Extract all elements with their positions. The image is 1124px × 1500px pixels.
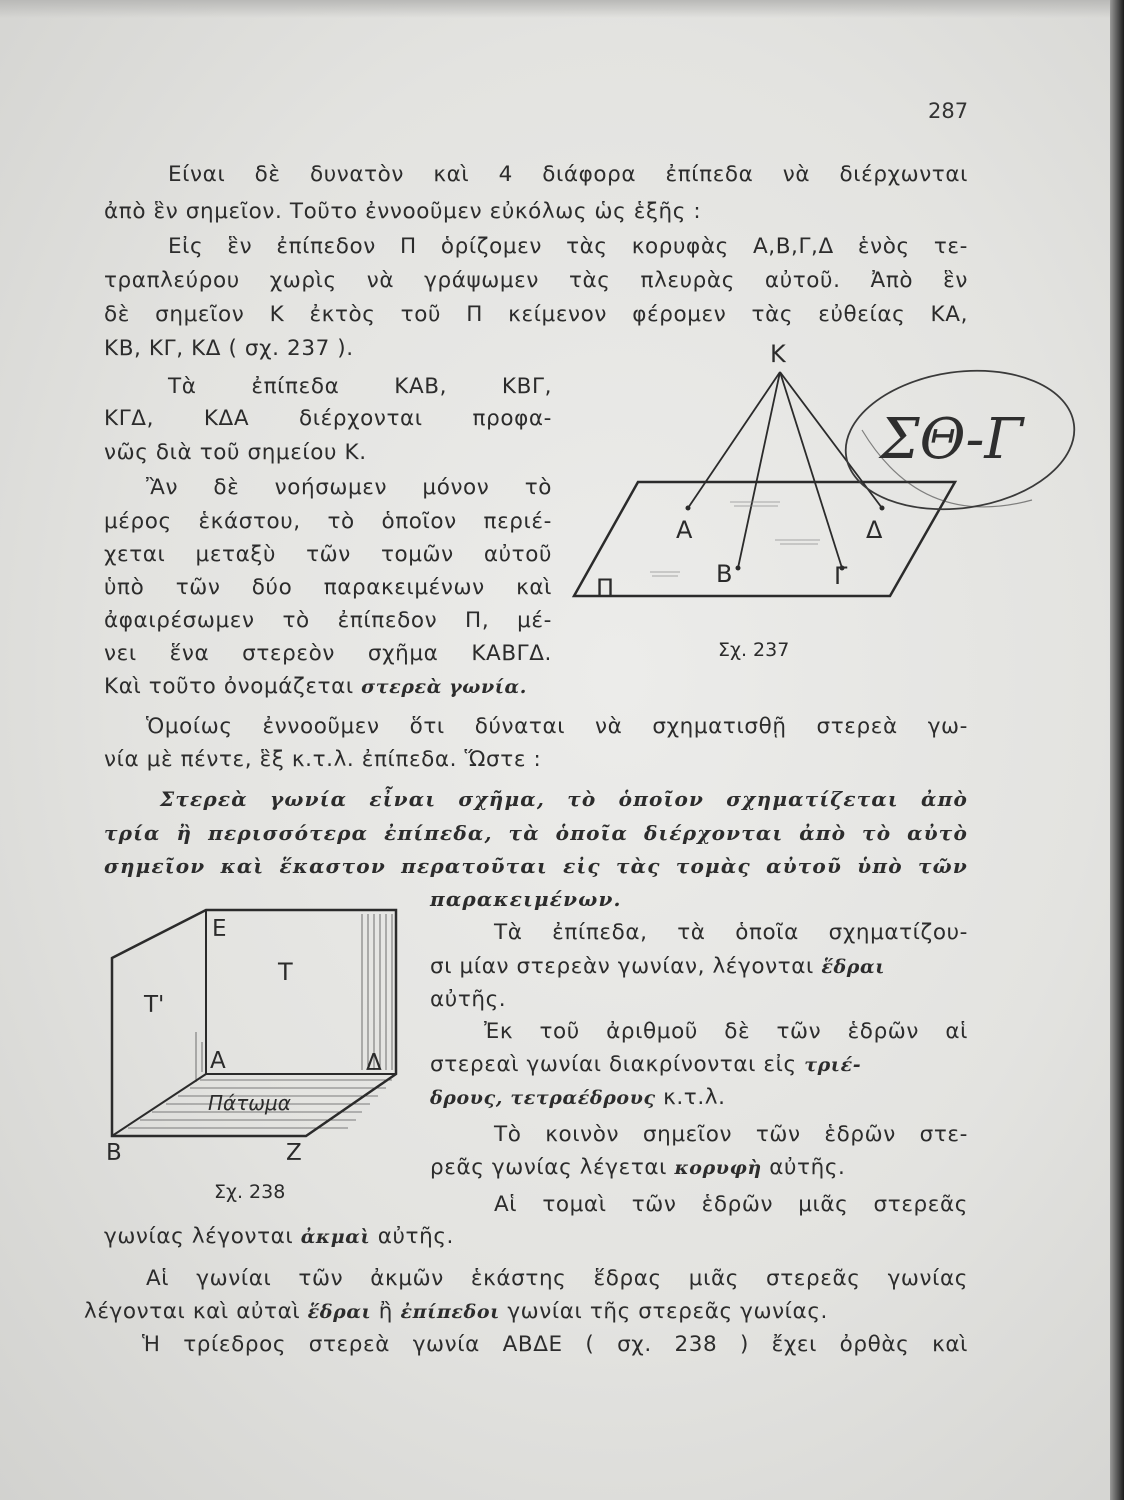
stamp-text: ΣΘ-Γ: [880, 407, 1024, 472]
definition-line: σημεῖον καὶ ἕκαστον περατοῦται εἰς τὰς τομὰς αὐτοῦ ὑπὸ τῶν: [104, 854, 968, 878]
text-line: [104, 1222, 454, 1252]
text-line: [430, 1153, 845, 1183]
text-fragment: γωνίας λέγονται: [104, 1224, 294, 1249]
text-line: ἀπὸ ἓν σημεῖον. Τοῦτο ἐννοοῦμεν εὐκόλως ὡς ἑξῆς :: [104, 199, 702, 224]
text-line: ἀφαιρέσωμεν τὸ ἐπίπεδον Π, μέ-: [104, 608, 552, 633]
label-t-prime: Τ': [144, 992, 165, 1018]
edge-ab: [112, 1074, 206, 1136]
text-fragment: κ.τ.λ.: [663, 1085, 726, 1110]
caption-237: Σχ. 237: [718, 639, 790, 661]
text-line: νία μὲ πέντε, ἓξ κ.τ.λ. ἐπίπεδα. Ὥστε :: [104, 747, 542, 772]
text-line: Αἱ τομαὶ τῶν ἑδρῶν μιᾶς στερεᾶς: [494, 1192, 968, 1217]
text-line: [430, 1050, 861, 1080]
term-faces: ἕδραι: [821, 956, 885, 978]
point-a: [686, 506, 691, 511]
text-line: Αἱ γωνίαι τῶν ἀκμῶν ἑκάστης ἕδρας μιᾶς στερεᾶς γωνίας: [146, 1266, 968, 1291]
label-d: Δ: [866, 516, 883, 544]
text-line: Ἂν δὲ νοήσωμεν μόνον τὸ: [146, 475, 552, 500]
text-line: [430, 1083, 726, 1113]
term-trihedral: τριέ-: [804, 1054, 862, 1076]
page-number: 287: [928, 99, 969, 123]
figure-238: [100, 902, 410, 1212]
text-line: [84, 1297, 828, 1327]
term-solid-angle: στερεὰ γωνία.: [361, 676, 527, 698]
text-line: νῶς διὰ τοῦ σημείου Κ.: [104, 440, 367, 465]
text-line: Ἡ τρίεδρος στερεὰ γωνία ΑΒΔΕ ( σχ. 238 ) ἔχει ὀρθὰς καὶ: [142, 1332, 968, 1357]
label-d: Δ: [366, 1050, 382, 1076]
text-line: Ὁμοίως ἐννοοῦμεν ὅτι δύναται νὰ σχηματισθῇ στερεὰ γω-: [146, 714, 968, 739]
text-line: νει ἕνα στερεὸν σχῆμα ΚΑΒΓΔ.: [104, 641, 552, 666]
edge-kb: [738, 372, 780, 568]
label-a: Α: [676, 516, 693, 544]
page-edge-shadow: [1110, 0, 1124, 1500]
text-fragment: στερεαὶ γωνίαι διακρίνονται εἰς: [430, 1052, 797, 1077]
caption-238: Σχ. 238: [214, 1181, 286, 1203]
term-edges: ἀκμαὶ: [300, 1226, 371, 1248]
text-fragment: ρεᾶς γωνίας λέγεται: [430, 1155, 668, 1180]
text-line: Είναι δὲ δυνατὸν καὶ 4 διάφορα ἐπίπεδα νὰ διέρχωνται: [168, 162, 968, 187]
label-a: Α: [210, 1048, 226, 1074]
text-line: [430, 952, 885, 982]
text-line: ΚΓΔ, ΚΔΑ διέρχονται προφα-: [104, 406, 552, 431]
label-pi: Π: [596, 574, 615, 602]
text-line: αὐτῆς.: [430, 987, 507, 1012]
label-e: Ε: [212, 916, 227, 942]
text-line: [104, 672, 527, 702]
text-line: χεται μεταξὺ τῶν τομῶν αὐτοῦ: [104, 542, 552, 567]
text-line: τραπλεύρου χωρὶς νὰ γράψωμεν τὰς πλευρὰς αὐτοῦ. Ἀπὸ ἓν: [104, 268, 968, 293]
term-faces-2: ἕδραι: [307, 1301, 372, 1323]
text-line: Τὰ ἐπίπεδα ΚΑΒ, ΚΒΓ,: [168, 374, 552, 399]
definition-line: τρία ἢ περισσότερα ἐπίπεδα, τὰ ὁποῖα διέρχονται ἀπὸ τὸ αὐτὸ: [104, 821, 968, 845]
text-fragment: ἢ: [378, 1299, 394, 1324]
text-fragment: Καὶ τοῦτο ὀνομάζεται: [104, 674, 354, 699]
term-plane-angles: ἐπίπεδοι: [400, 1301, 500, 1323]
label-floor: Πάτωμα: [208, 1091, 291, 1115]
page-shadow-top: [0, 0, 1124, 18]
handwritten-stamp: [832, 360, 1082, 540]
text-fragment: σι μίαν στερεὰν γωνίαν, λέγονται: [430, 954, 814, 979]
text-line: δὲ σημεῖον Κ ἐκτὸς τοῦ Π κείμενον φέρομεν τὰς εὐθείας ΚΑ,: [104, 302, 968, 327]
definition-line: παρακειμένων.: [430, 887, 622, 911]
text-line: Εἰς ἓν ἐπίπεδον Π ὁρίζομεν τὰς κορυφὰς Α,Β,Γ,Δ ἑνὸς τε-: [168, 234, 968, 259]
text-fragment: λέγονται καὶ αὐταὶ: [84, 1299, 301, 1324]
text-fragment: αὐτῆς.: [769, 1155, 846, 1180]
term-trihedral-end: δρους,: [430, 1087, 503, 1109]
label-z: Ζ: [286, 1140, 302, 1166]
definition-line: Στερεὰ γωνία εἶναι σχῆμα, τὸ ὁποῖον σχηματίζεται ἀπὸ: [160, 787, 968, 811]
label-t: Τ: [278, 958, 293, 986]
term-vertex: κορυφὴ: [674, 1157, 762, 1179]
label-b: Β: [716, 560, 733, 588]
label-k: Κ: [770, 340, 786, 368]
text-line: Ἐκ τοῦ ἀριθμοῦ δὲ τῶν ἑδρῶν αἱ: [484, 1019, 968, 1044]
text-fragment: αὐτῆς.: [377, 1224, 454, 1249]
text-fragment: γωνίαι τῆς στερεᾶς γωνίας.: [507, 1299, 828, 1324]
text-line: Τὰ ἐπίπεδα, τὰ ὁποῖα σχηματίζου-: [494, 920, 968, 945]
label-b: Β: [106, 1140, 122, 1166]
text-line: Τὸ κοινὸν σημεῖον τῶν ἑδρῶν στε-: [494, 1122, 968, 1147]
text-line: ΚΒ, ΚΓ, ΚΔ ( σχ. 237 ).: [104, 336, 354, 361]
point-b: [736, 566, 741, 571]
text-line: ὑπὸ τῶν δύο παρακειμένων καὶ: [104, 575, 552, 600]
text-line: μέρος ἑκάστου, τὸ ὁποῖον περιέ-: [104, 509, 552, 534]
label-g: Γ: [834, 562, 848, 590]
term-tetrahedral: τετραέδρους: [510, 1087, 656, 1109]
